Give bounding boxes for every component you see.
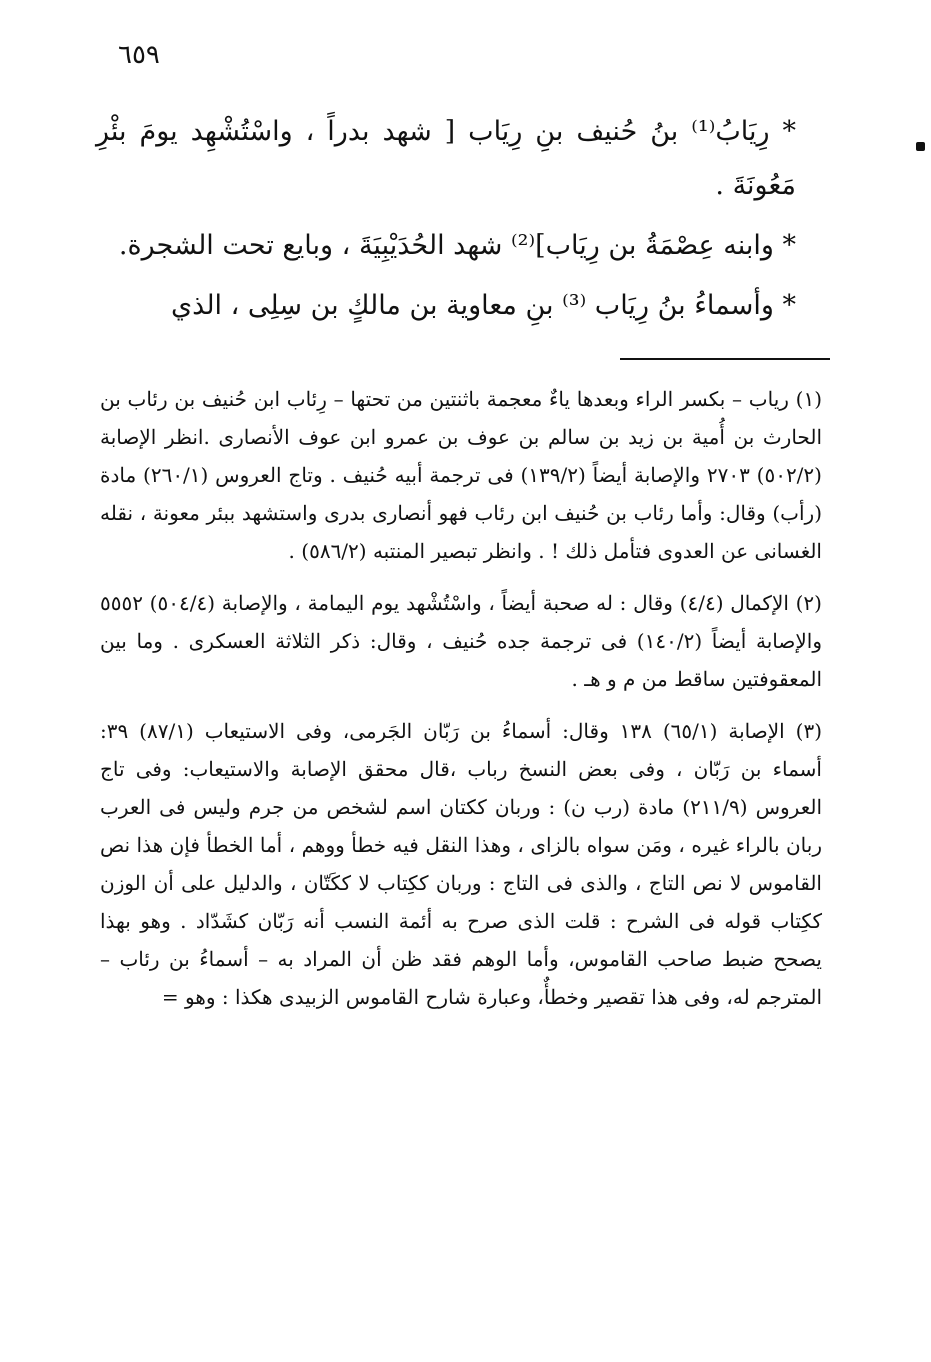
margin-mark: [916, 142, 925, 151]
footnote-3: (٣) الإصابة (٦٥/١) ١٣٨ وقال: أسماءُ بن رَبّان الجَرمى، وفى الاستيعاب (٨٧/١) ٣٩: أسماء بن رَبّان ، وفى بعض النسخ رباب ،قال محقق الإصابة والاستيعاب: وفى تاج العروس (٢١١/٩) مادة (رب ن) : وربان ككتان اسم لشخص من جرم وليس فى العرب ربان بالراء غيره ، ومَن سواه بالزاى ، وهذا النقل فيه خطأ ووهم ، أما الخطأ فإن هذا نص القاموس لا نص التاج ، والذى فى التاج : وربان ككِتاب لا ككَتّان ، والدليل على أن الوزن ككِتاب قوله فى الشرح : قلت الذى صرح به أئمة النسب أنه رَبّان كشَدّاد . وهو بهذا يصحح ضبط صاحب القاموس، وأما الوهم فقد ظن أن المراد به – أسماءُ بن رئاب – المترجم له، وفى هذا تقصير وخطأٌ، وعبارة شارح القاموس الزبيدى هكذا : وهو =: [100, 719, 822, 1009]
entry-1: * رِيَابُ⁽¹⁾ بنُ حُنيف بنِ رِيَاب [ شهد بدراً ، واسْتُشْهِد يومَ بئْرِ مَعُونَةَ .: [96, 116, 796, 201]
main-text: [96, 105, 796, 339]
footnote-1: (١) رياب – بكسر الراء وبعدها ياءٌ معجمة باثنتين من تحتها – رِئاب ابن حُنيف بن رئاب بن الحارث بن أُمية بن زيد بن سالم بن عوف بن عمرو ابن عوف الأنصارى .انظر الإصابة (٥٠٢/٢) ٢٧٠٣ والإصابة أيضاً (١٣٩/٢) فى ترجمة أبيه حُنيف . وتاج العروس (٢٦٠/١) مادة (رأب) وقال: وأما رئاب بن حُنيف ابن رئاب فهو أنصارى بدرى واستشهد ببئر معونة ، نقله الغسانى عن العدوى فتأمل ذلك ! . وانظر تبصير المنتبه (٥٨٦/٢) .: [100, 387, 822, 563]
entry-2: * وابنه عِصْمَةُ بن رِيَاب]⁽²⁾ شهد الحُدَيْبِيَةَ ، وبايع تحت الشجرة.: [118, 230, 796, 261]
footnote-2: (٢) الإكمال (٤/٤) وقال : له صحبة أيضاً ، واسْتُشْهد يوم اليمامة ، والإصابة (٥٠٤/٤) ٥٥٥٢ والإصابة أيضاً (١٤٠/٢) فى ترجمة جده حُنيف ، وقال: ذكر الثلاثة العسكرى . وما بين المعقوفتين ساقط من م و هـ .: [100, 591, 822, 691]
page-number: ٦٥٩: [118, 40, 160, 70]
footnote-divider: [620, 358, 830, 360]
entry-3: * وأسماءُ بنُ رِيَاب ⁽³⁾ بنِ معاوية بن مالكٍ بن سِلِى ، الذي: [171, 290, 796, 321]
footnotes: [100, 380, 822, 1030]
